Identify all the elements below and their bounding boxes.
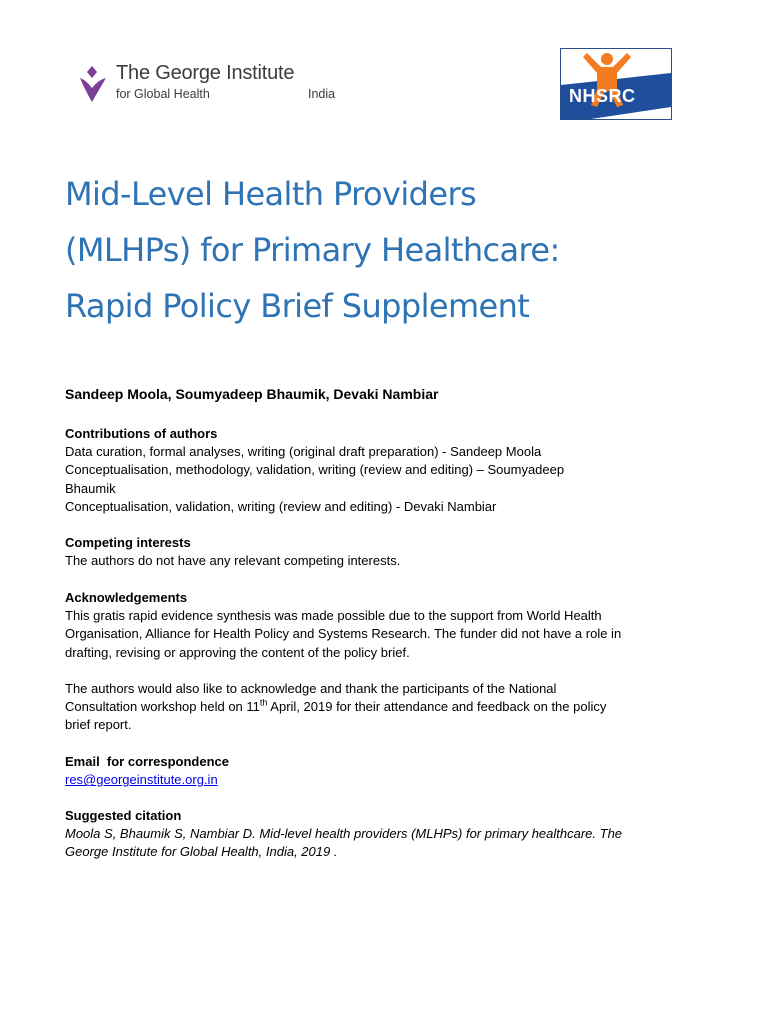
document-title: [65, 166, 705, 334]
email-section: [65, 753, 677, 789]
acknowledgements-line: brief report.: [65, 717, 132, 733]
author-list: Sandeep Moola, Soumyadeep Bhaumik, Devaki Nambiar: [65, 386, 439, 402]
acknowledgements-line: [65, 698, 677, 716]
acknowledgements-line: The authors would also like to acknowledge and thank the participants of the National: [65, 681, 557, 696]
title-line-3: Rapid Policy Brief Supplement: [65, 287, 530, 325]
nhsrc-logo-text: NHSRC: [569, 86, 636, 106]
george-logo-country: India: [308, 87, 336, 101]
contribution-item: Data curation, formal analyses, writing (original draft preparation) - Sandeep Moola: [65, 444, 542, 460]
competing-interests-section: [65, 534, 677, 570]
contribution-item: Conceptualisation, methodology, validation, writing (review and editing) – Soumyadeep: [65, 462, 565, 478]
citation-line: Moola S, Bhaumik S, Nambiar D. Mid-level health providers (MLHPs) for primary healthcare. The: [65, 826, 623, 842]
citation-heading: Suggested citation: [65, 808, 182, 823]
george-logo-line1: The George Institute: [116, 62, 295, 84]
title-line-2: (MLHPs) for Primary Healthcare:: [65, 231, 560, 269]
citation-section: [65, 807, 677, 862]
title-line-1: Mid-Level Health Providers: [65, 175, 477, 213]
george-logo-line2: [116, 87, 336, 101]
contributions-heading: Contributions of authors: [65, 426, 218, 441]
ordinal-suffix: th: [259, 697, 268, 708]
george-logo-subtitle: for Global Health: [116, 87, 210, 101]
nhsrc-figure-icon: [561, 49, 671, 119]
acknowledgements-text: April, 2019 for their attendance and feedback on the policy: [267, 699, 607, 715]
competing-interests-heading: Competing interests: [65, 535, 191, 550]
email-link[interactable]: res@georgeinstitute.org.in: [65, 772, 218, 788]
acknowledgements-line: Organisation, Alliance for Health Policy and Systems Research. The funder did not have a role in: [65, 626, 622, 642]
contribution-item: Bhaumik: [65, 480, 116, 496]
acknowledgements-text: Consultation workshop held on 11: [65, 699, 260, 715]
email-heading: Email for correspondence: [65, 754, 229, 769]
citation-line: George Institute for Global Health, India, 2019 .: [65, 844, 338, 860]
nhsrc-logo: [560, 48, 672, 120]
acknowledgements-line: This gratis rapid evidence synthesis was made possible due to the support from World Health: [65, 608, 602, 624]
george-institute-flame-icon: [78, 64, 108, 104]
acknowledgements-section: [65, 589, 677, 662]
acknowledgements-paragraph-2: [65, 680, 677, 735]
competing-interests-text: The authors do not have any relevant competing interests.: [65, 553, 401, 569]
contributions-section: [65, 425, 677, 516]
acknowledgements-line: drafting, revising or approving the content of the policy brief.: [65, 644, 410, 660]
acknowledgements-heading: Acknowledgements: [65, 590, 188, 605]
george-institute-logo: [78, 62, 336, 106]
contribution-item: Conceptualisation, validation, writing (review and editing) - Devaki Nambiar: [65, 498, 497, 514]
